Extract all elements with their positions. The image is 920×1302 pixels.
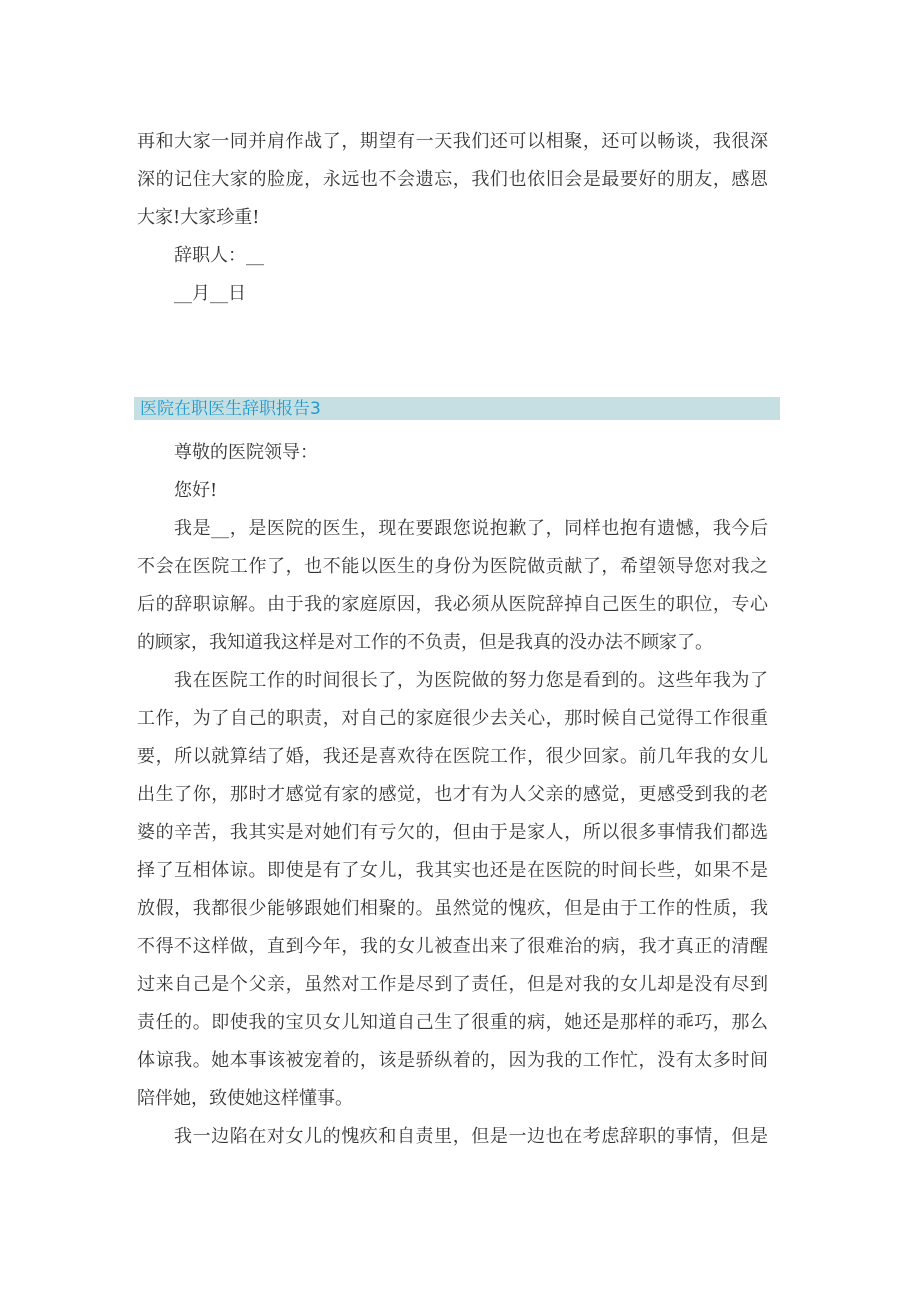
closing-block <box>137 123 768 313</box>
text-line: 过来自己是个父亲，虽然对工作是尽到了责任，但是对我的女儿却是没有尽到 <box>137 974 768 995</box>
text-line: 择了互相体谅。即使是有了女儿，我其实也还是在医院的时间长些，如果不是 <box>137 860 768 881</box>
letter-body <box>137 434 768 1156</box>
text-line: 不得不这样做，直到今年，我的女儿被查出来了很难治的病，我才真正的清醒 <box>137 936 768 957</box>
text-line: 工作，为了自己的职责，对自己的家庭很少去关心，那时候自己觉得工作很重 <box>137 708 768 729</box>
text-line: 深的记住大家的脸庞，永远也不会遗忘，我们也依旧会是最要好的朋友，感恩 <box>137 169 768 190</box>
text-line: 要，所以就算结了婚，我还是喜欢待在医院工作，很少回家。前几年我的女儿 <box>137 746 768 767</box>
section-heading: 医院在职医生辞职报告3 <box>134 397 780 420</box>
paragraph <box>137 662 768 1118</box>
greeting: 您好! <box>174 480 218 501</box>
text-line: 责任的。即使我的宝贝女儿知道自己生了很重的病，她还是那样的乖巧，那么 <box>137 1012 768 1033</box>
text-line: 放假，我都很少能够跟她们相聚的。虽然觉的愧疚，但是由于工作的性质，我 <box>137 898 768 919</box>
text-line: 陪伴她，致使她这样懂事。 <box>137 1088 353 1109</box>
text-line: 再和大家一同并肩作战了，期望有一天我们还可以相聚，还可以畅谈，我很深 <box>137 131 768 152</box>
text-line: 大家!大家珍重! <box>137 207 260 228</box>
text-line: 我一边陷在对女儿的愧疚和自责里，但是一边也在考虑辞职的事情，但是 <box>174 1126 768 1147</box>
paragraph <box>137 510 768 662</box>
text-line: 我是__，是医院的医生，现在要跟您说抱歉了，同样也抱有遗憾，我今后 <box>174 518 768 539</box>
text-line: 的顾家，我知道我这样是对工作的不负责，但是我真的没办法不顾家了。 <box>137 632 713 653</box>
text-line: 出生了你，那时才感觉有家的感觉，也才有为人父亲的感觉，更感受到我的老 <box>137 784 768 805</box>
paragraph <box>137 1118 768 1156</box>
text-line: 我在医院工作的时间很长了，为医院做的努力您是看到的。这些年我为了 <box>174 670 768 691</box>
signer-line: 辞职人：__ <box>174 245 264 266</box>
text-line: 体谅我。她本事该被宠着的，该是骄纵着的，因为我的工作忙，没有太多时间 <box>137 1050 768 1071</box>
text-line: 后的辞职谅解。由于我的家庭原因，我必须从医院辞掉自己医生的职位，专心 <box>137 594 768 615</box>
date-line: __月__日 <box>174 283 246 304</box>
salutation: 尊敬的医院领导： <box>174 442 318 463</box>
text-line: 婆的辛苦，我其实是对她们有亏欠的，但由于是家人，所以很多事情我们都选 <box>137 822 768 843</box>
text-line: 不会在医院工作了，也不能以医生的身份为医院做贡献了，希望领导您对我之 <box>137 556 768 577</box>
